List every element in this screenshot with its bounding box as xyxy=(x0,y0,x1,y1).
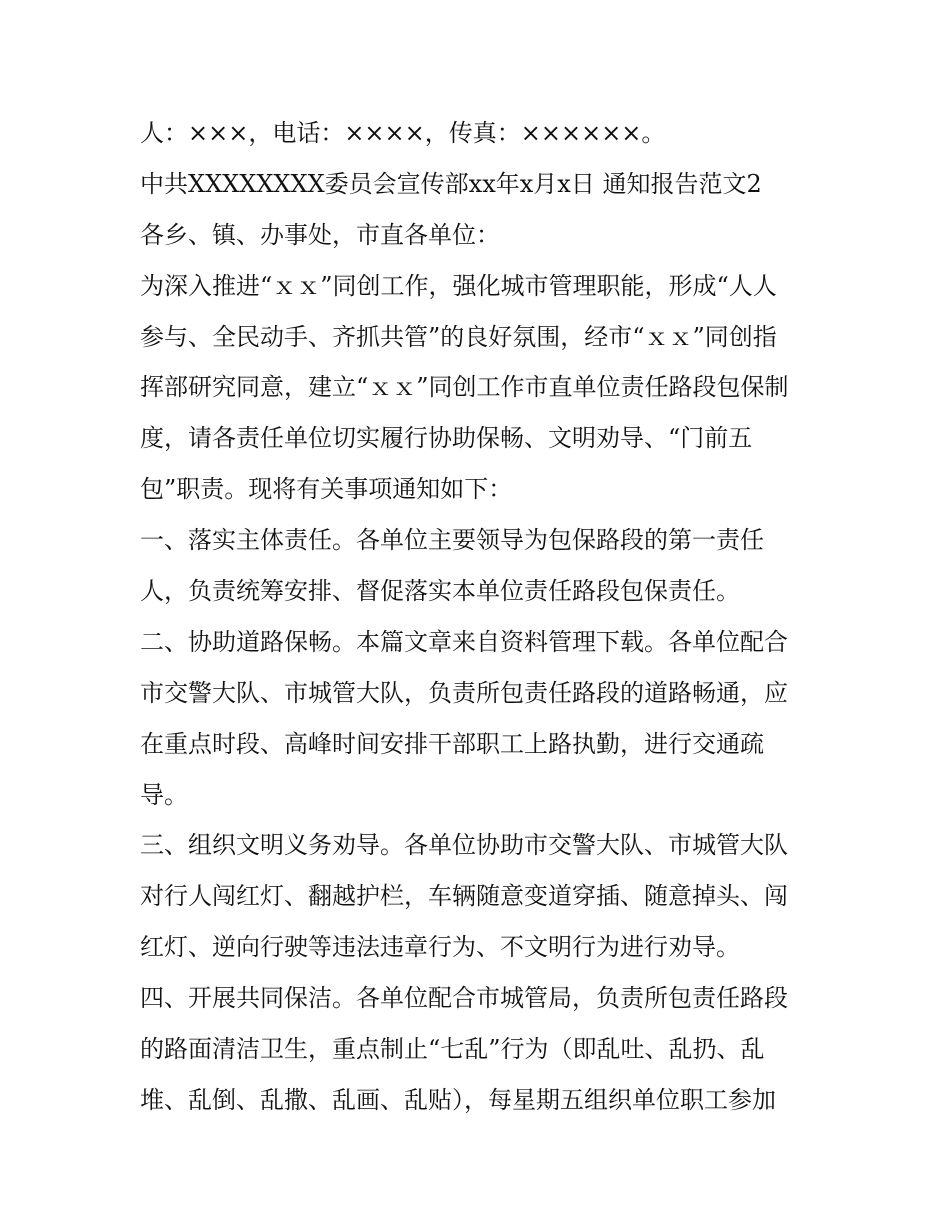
text-line: 参与、全民动手、齐抓共管”的良好氛围，经市“ｘｘ”同创指 xyxy=(140,322,777,351)
text-line: 为深入推进“ｘｘ”同创工作，强化城市管理职能，形成“人人 xyxy=(140,271,777,300)
text-line: 度，请各责任单位切实履行协助保畅、文明劝导、“门前五 xyxy=(140,424,753,453)
text-line: 在重点时段、高峰时间安排干部职工上路执勤，进行交通疏 xyxy=(140,729,764,758)
text-line: 中共XXXXXXXX委员会宣传部xx年x月x日 通知报告范文2 xyxy=(140,169,762,198)
document-body xyxy=(140,108,820,1126)
text-line: 四、开展共同保洁。各单位配合市城管局，负责所包责任路段 xyxy=(140,984,788,1013)
text-line: 二、协助道路保畅。本篇文章来自资料管理下载。各单位配合 xyxy=(140,627,788,656)
text-line: 市交警大队、市城管大队，负责所包责任路段的道路畅通，应 xyxy=(140,678,788,707)
text-line: 对行人闯红灯、翻越护栏，车辆随意变道穿插、随意掉头、闯 xyxy=(140,882,788,911)
text-line: 导。 xyxy=(140,780,188,809)
text-line: 挥部研究同意，建立“ｘｘ”同创工作市直单位责任路段包保制 xyxy=(140,373,789,402)
text-line: 的路面清洁卫生，重点制止“七乱”行为（即乱吐、乱扔、乱 xyxy=(140,1035,765,1064)
text-line: 包”职责。现将有关事项通知如下： xyxy=(140,475,513,504)
text-line: 一、落实主体责任。各单位主要领导为包保路段的第一责任 xyxy=(140,526,764,555)
text-line: 人，负责统筹安排、督促落实本单位责任路段包保责任。 xyxy=(140,577,740,606)
text-line: 堆、乱倒、乱撒、乱画、乱贴），每星期五组织单位职工参加 xyxy=(140,1085,776,1114)
text-line: 人：×××，电话：××××，传真：××××××。 xyxy=(140,119,666,147)
text-line: 各乡、镇、办事处，市直各单位： xyxy=(140,220,500,249)
text-line: 三、组织文明义务劝导。各单位协助市交警大队、市城管大队 xyxy=(140,831,788,860)
text-line: 红灯、逆向行驶等违法违章行为、不文明行为进行劝导。 xyxy=(140,933,740,962)
